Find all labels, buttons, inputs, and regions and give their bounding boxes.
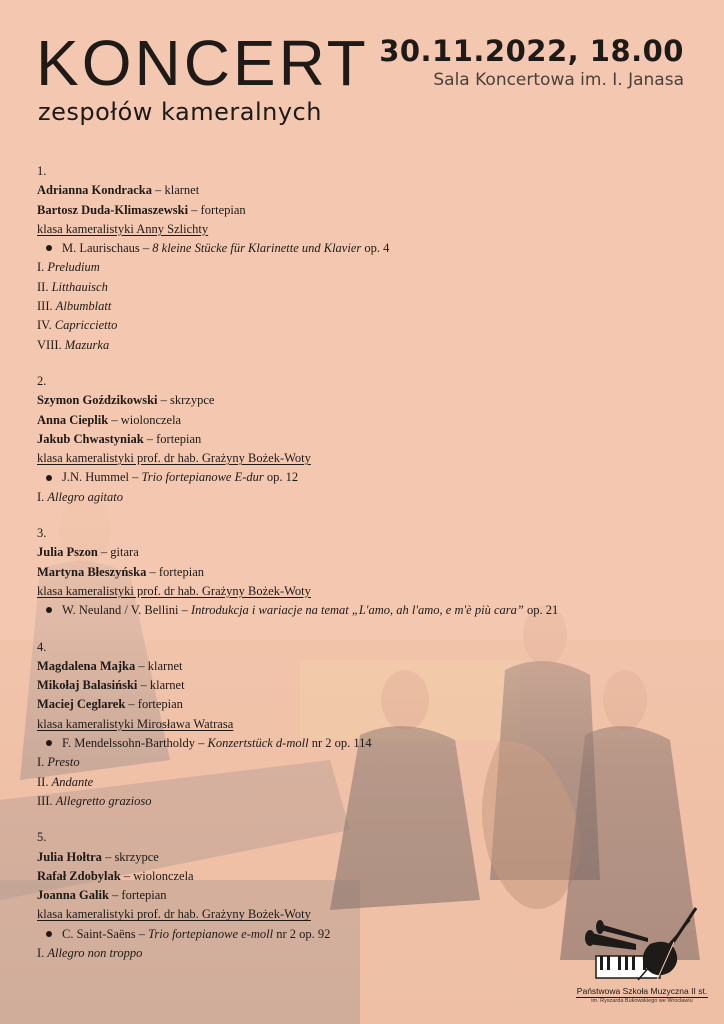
performer-instrument: – klarnet <box>151 183 200 198</box>
composer: J.N. Hummel – <box>62 470 142 485</box>
performer-name: Julia Hołtra <box>37 849 102 864</box>
program-item <box>37 524 697 620</box>
teacher-class: klasa kameralistyki Anny Szlichty <box>37 221 209 236</box>
performer <box>37 391 697 410</box>
movement-number: II. <box>37 279 52 294</box>
performer-name: Martyna Błeszyńska <box>37 564 147 579</box>
performer-name: Joanna Galik <box>37 888 109 903</box>
work-title: Trio fortepianowe e-moll <box>148 926 274 941</box>
program-item <box>37 638 697 812</box>
bullet-icon <box>46 740 52 746</box>
performer-name: Bartosz Duda-Klimaszewski <box>37 202 189 217</box>
movement-number: IV. <box>37 318 55 333</box>
movement-number: VIII. <box>37 337 65 352</box>
performer-instrument: – fortepian <box>108 888 167 903</box>
concert-date: 30.11.2022, 18.00 <box>379 34 684 68</box>
composer: C. Saint-Saëns – <box>62 926 149 941</box>
movement <box>37 336 697 355</box>
movement-number: I. <box>37 489 48 504</box>
movement-title: Albumblatt <box>55 299 112 314</box>
performer-name: Maciej Ceglarek <box>37 697 126 712</box>
performer-instrument: – fortepian <box>125 697 183 712</box>
performer-name: Jakub Chwastyniak <box>37 431 144 446</box>
performer-instrument: – fortepian <box>146 564 204 579</box>
work <box>37 734 697 753</box>
performer <box>37 563 697 582</box>
work-opus: nr 2 op. 114 <box>308 736 372 751</box>
performer <box>37 181 697 200</box>
composer: W. Neuland / V. Bellini – <box>62 603 191 618</box>
composer: M. Laurischaus – <box>62 241 153 256</box>
performer-instrument: – klarnet <box>137 678 185 693</box>
performer-name: Anna Cieplik <box>37 412 109 427</box>
program-number: 3. <box>37 526 47 541</box>
performer-instrument: – klarnet <box>135 658 183 673</box>
work-opus: op. 21 <box>523 603 559 618</box>
program-item <box>37 162 697 355</box>
movement-title: Allegro agitato <box>47 489 123 504</box>
work <box>37 468 697 487</box>
performer-instrument: – skrzypce <box>157 393 215 408</box>
performer <box>37 543 697 562</box>
movement <box>37 258 697 277</box>
work-title: 8 kleine Stücke für Klarinette und Klavier <box>152 241 362 256</box>
movement-title: Litthauisch <box>51 279 108 294</box>
work-title: Introdukcja i wariacje na temat „L'amo, ah l'amo, e m'è più cara” <box>190 603 524 618</box>
bullet-icon <box>46 475 52 481</box>
performer-instrument: – wiolonczela <box>108 412 182 427</box>
movement <box>37 753 697 772</box>
work <box>37 239 697 258</box>
bullet-icon <box>46 931 52 937</box>
movement-number: III. <box>37 793 56 808</box>
program-number: 5. <box>37 830 47 845</box>
performer <box>37 676 697 695</box>
performer-name: Adrianna Kondracka <box>37 183 152 198</box>
movement-number: II. <box>37 774 52 789</box>
teacher-class: klasa kameralistyki prof. dr hab. Grażyny Bożek-Woty <box>37 451 311 466</box>
concert-subtitle: zespołów kameralnych <box>38 98 322 126</box>
movement-title: Preludium <box>47 260 100 275</box>
work-opus: op. 12 <box>263 470 299 485</box>
performer-instrument: – wiolonczela <box>120 868 194 883</box>
program-number: 2. <box>37 373 47 388</box>
movement <box>37 792 697 811</box>
performer-instrument: – gitara <box>97 545 139 560</box>
bullet-icon <box>46 245 52 251</box>
program-list <box>37 162 697 980</box>
movement <box>37 297 697 316</box>
movement-title: Allegretto grazioso <box>55 793 152 808</box>
movement-number: I. <box>37 945 48 960</box>
performer-name: Rafał Zdobylak <box>37 868 121 883</box>
movement-title: Allegro non troppo <box>47 945 143 960</box>
performer <box>37 657 697 676</box>
teacher-class: klasa kameralistyki Mirosława Watrasa <box>37 716 234 731</box>
bullet-icon <box>46 607 52 613</box>
movement-number: III. <box>37 299 56 314</box>
performer <box>37 430 697 449</box>
performer-name: Szymon Goździkowski <box>37 393 158 408</box>
performer-instrument: – skrzypce <box>101 849 159 864</box>
performer <box>37 867 697 886</box>
performer <box>37 201 697 220</box>
performer <box>37 848 697 867</box>
concert-venue: Sala Koncertowa im. I. Janasa <box>433 70 684 90</box>
performer-name: Mikołaj Balasiński <box>37 678 138 693</box>
performer <box>37 695 697 714</box>
work-title: Trio fortepianowe E-dur <box>141 470 264 485</box>
work-title: Konzertstück d-moll <box>207 736 309 751</box>
teacher-class: klasa kameralistyki prof. dr hab. Grażyny Bożek-Woty <box>37 907 311 922</box>
program-item <box>37 372 697 507</box>
movement-title: Presto <box>47 755 80 770</box>
movement <box>37 316 697 335</box>
work <box>37 601 697 620</box>
movement-number: I. <box>37 260 48 275</box>
movement-title: Mazurka <box>64 337 110 352</box>
performer-name: Julia Pszon <box>37 545 98 560</box>
teacher-class: klasa kameralistyki prof. dr hab. Grażyny Bożek-Woty <box>37 583 311 598</box>
program-number: 4. <box>37 639 47 654</box>
performer <box>37 886 697 905</box>
movement <box>37 773 697 792</box>
school-subtitle: im. Ryszarda Bukowskiego we Wrocławiu <box>591 998 693 1004</box>
performer-instrument: – fortepian <box>143 431 202 446</box>
movement <box>37 488 697 507</box>
concert-title: KONCERT <box>36 27 369 99</box>
movement-number: I. <box>37 755 48 770</box>
performer-instrument: – fortepian <box>188 202 246 217</box>
composer: F. Mendelssohn-Bartholdy – <box>62 736 208 751</box>
program-number: 1. <box>37 164 47 178</box>
performer <box>37 411 697 430</box>
movement <box>37 278 697 297</box>
work-opus: op. 4 <box>361 241 390 256</box>
movement-title: Andante <box>51 774 94 789</box>
school-name: Państwowa Szkoła Muzyczna II st. <box>576 986 708 996</box>
work-opus: nr 2 op. 92 <box>273 926 331 941</box>
movement-title: Capriccietto <box>54 318 118 333</box>
performer-name: Magdalena Majka <box>37 658 136 673</box>
